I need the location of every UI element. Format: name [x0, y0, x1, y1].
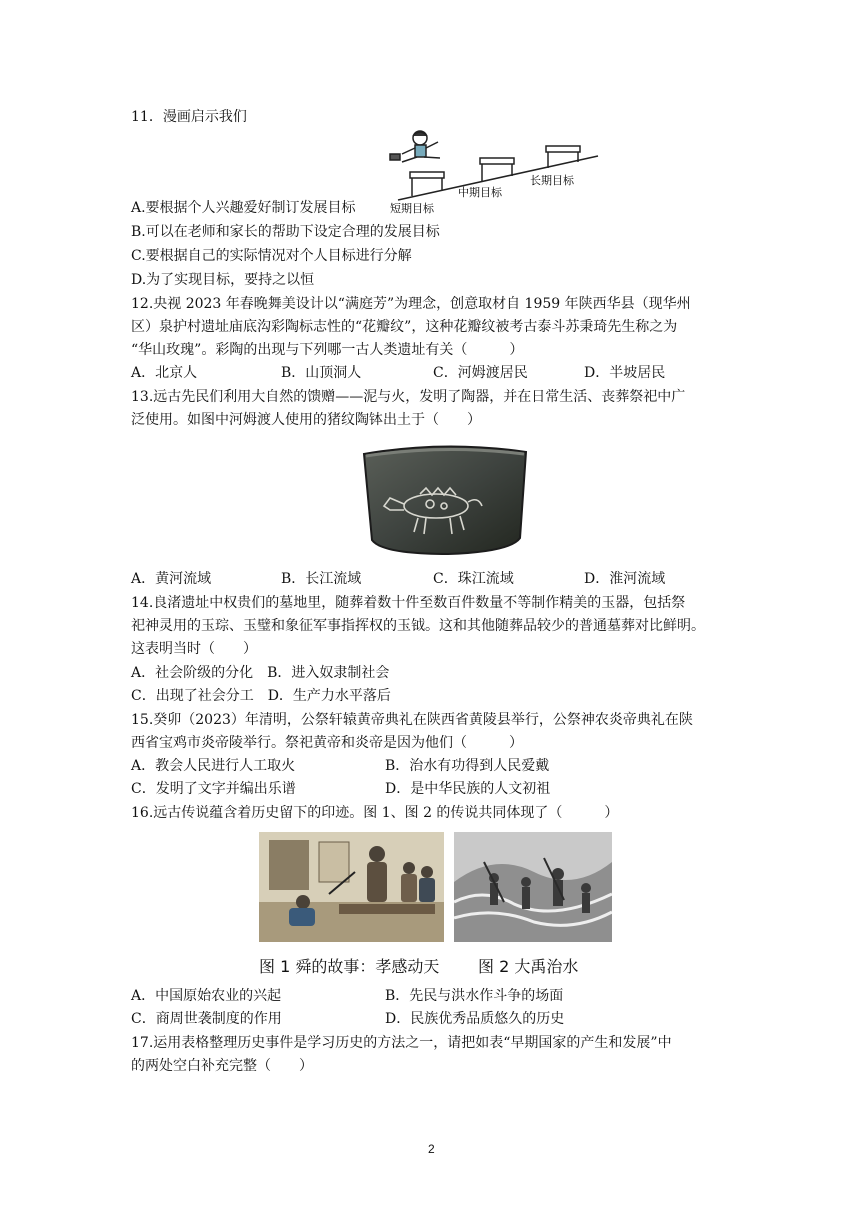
q16-option-b: B．先民与洪水作斗争的场面 — [385, 988, 564, 1004]
mid-term-goal-label: 中期目标 — [458, 186, 502, 199]
goal-hurdle-cartoon — [388, 128, 603, 216]
yu-flood-control-image — [454, 832, 612, 942]
q15-option-a: A．教会人民进行人工取火 — [131, 758, 296, 774]
q11-option-d: D.为了实现目标，要持之以恒 — [131, 272, 315, 288]
q12-option-b: B．山顶洞人 — [281, 365, 362, 381]
figure-2-caption: 图 2 大禹治水 — [478, 957, 579, 976]
page-number: 2 — [428, 1142, 435, 1156]
q16-option-c: C．商周世袭制度的作用 — [131, 1011, 282, 1027]
short-term-goal-label: 短期目标 — [390, 202, 434, 215]
q12-line-2: 区）泉护村遗址庙底沟彩陶标志性的“花瓣纹”，这种花瓣纹被考古泰斗苏秉琦先生称之为 — [131, 319, 678, 335]
q16-option-a: A．中国原始农业的兴起 — [131, 988, 282, 1004]
q15-line-1: 15.癸卯（2023）年清明，公祭轩辕黄帝典礼在陕西省黄陵县举行，公祭神农炎帝典礼在陕 — [131, 712, 693, 728]
q13-line-2: 泛使用。如图中河姆渡人使用的猪纹陶钵出土于（ ） — [131, 412, 481, 428]
q15-option-b: B．治水有功得到人民爱戴 — [385, 758, 550, 774]
q15-option-c: C．发明了文字并编出乐谱 — [131, 781, 296, 797]
q14-line-1: 14.良渚遗址中权贵们的墓地里，随葬着数十件至数百件数量不等制作精美的玉器，包括祭 — [131, 595, 686, 611]
q13-option-b: B．长江流域 — [281, 571, 362, 587]
q14-line-3: 这表明当时（ ） — [131, 641, 257, 657]
q11-stem: 11．漫画启示我们 — [131, 109, 247, 125]
q11-option-b: B.可以在老师和家长的帮助下设定合理的发展目标 — [131, 224, 440, 240]
q13-option-c: C．珠江流域 — [433, 571, 514, 587]
q13-option-a: A．黄河流域 — [131, 571, 212, 587]
q14-line-2: 祀神灵用的玉琮、玉璧和象征军事指挥权的玉钺。这和其他随葬品较少的普通墓葬对比鲜明。 — [131, 618, 705, 634]
q15-line-2: 西省宝鸡市炎帝陵举行。祭祀黄帝和炎帝是因为他们（ ） — [131, 735, 523, 751]
q14-options-ab: A．社会阶级的分化 B．进入奴隶制社会 — [131, 665, 390, 681]
q17-line-2: 的两处空白补充完整（ ） — [131, 1058, 313, 1074]
q13-option-d: D．淮河流域 — [584, 571, 666, 587]
q17-line-1: 17.运用表格整理历史事件是学习历史的方法之一，请把如表“早期国家的产生和发展”中 — [131, 1035, 672, 1051]
q12-line-3: “华山玫瑰”。彩陶的出现与下列哪一古人类遗址有关（ ） — [131, 342, 524, 358]
long-term-goal-label: 长期目标 — [530, 174, 574, 187]
q15-option-d: D．是中华民族的人文初祖 — [385, 781, 551, 797]
figure-1-caption: 图 1 舜的故事：孝感动天 — [259, 957, 440, 976]
q16-stem: 16.远古传说蕴含着历史留下的印迹。图 1、图 2 的传说共同体现了（ ） — [131, 805, 619, 821]
shun-filial-story-image — [259, 832, 444, 942]
q14-options-cd: C．出现了社会分工 D．生产力水平落后 — [131, 688, 391, 704]
q12-option-a: A．北京人 — [131, 365, 198, 381]
q12-option-d: D．半坡居民 — [584, 365, 666, 381]
q11-option-a: A.要根据个人兴趣爱好制订发展目标 — [131, 200, 356, 216]
q13-line-1: 13.远古先民们利用大自然的馈赠——泥与火，发明了陶器，并在日常生活、丧葬祭祀中广 — [131, 389, 686, 405]
q16-option-d: D．民族优秀品质悠久的历史 — [385, 1011, 565, 1027]
q11-option-c: C.要根据自己的实际情况对个人目标进行分解 — [131, 248, 412, 264]
pig-pattern-pottery-bowl-image — [360, 440, 530, 558]
q12-line-1: 12.央视 2023 年春晚舞美设计以“满庭芳”为理念，创意取材自 1959 年陕西华县（现华州 — [131, 296, 691, 312]
q12-option-c: C．河姆渡居民 — [433, 365, 528, 381]
